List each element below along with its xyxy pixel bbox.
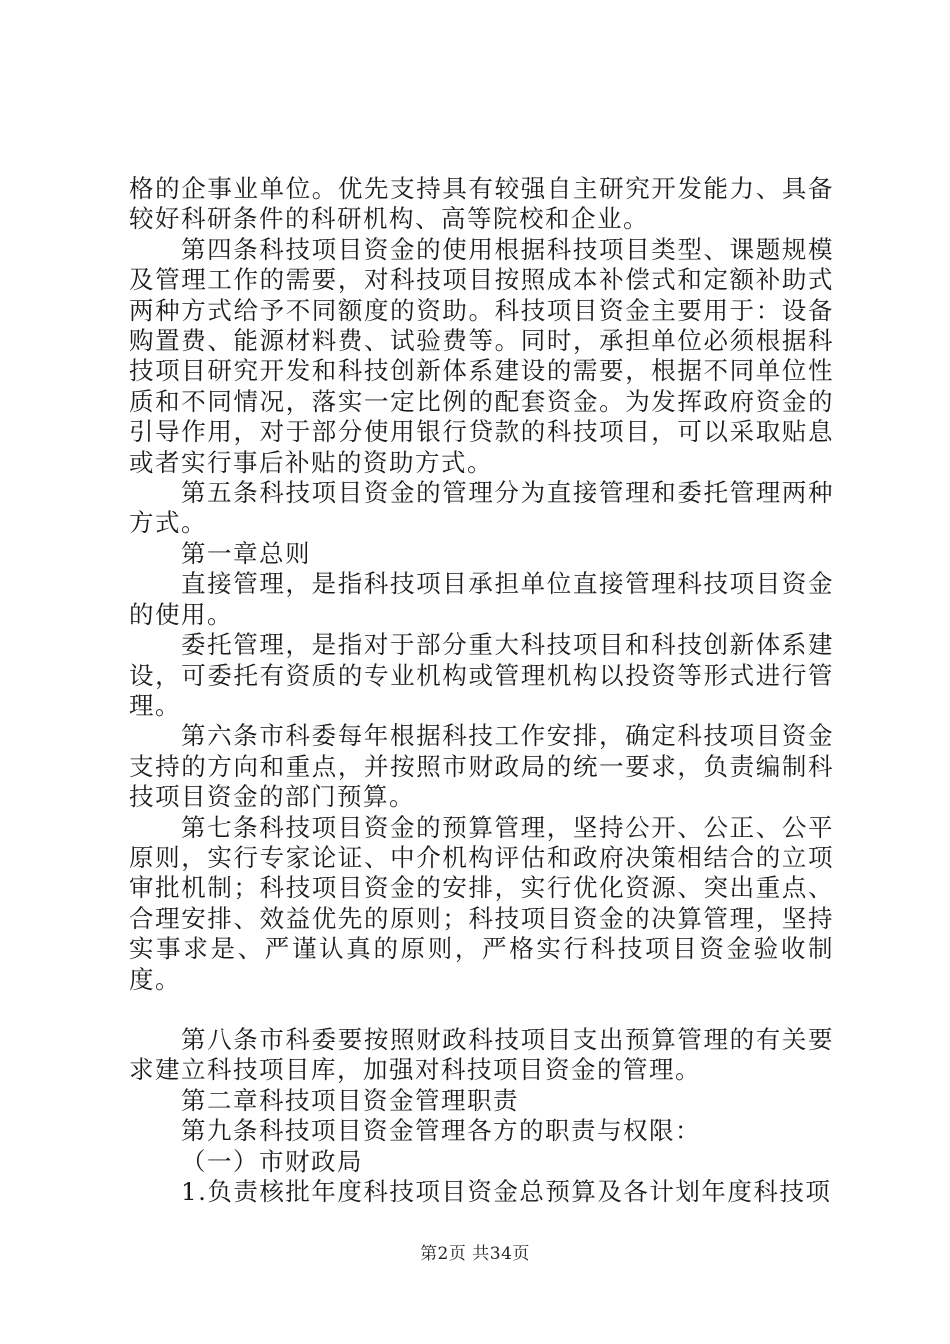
paragraph: 格的企事业单位。优先支持具有较强自主研究开发能力、具备较好科研条件的科研机构、高等院校和企业。 xyxy=(129,174,834,234)
paragraph-article-6: 第六条市科委每年根据科技工作安排，确定科技项目资金支持的方向和重点，并按照市财政局的统一要求，负责编制科技项目资金的部门预算。 xyxy=(129,721,834,812)
chapter-heading-1: 第一章总则 xyxy=(181,538,311,568)
chapter-heading-2: 第二章科技项目资金管理职责 xyxy=(181,1085,519,1115)
paragraph-article-8: 第八条市科委要按照财政科技项目支出预算管理的有关要求建立科技项目库，加强对科技项目资金的管理。 xyxy=(129,1024,834,1085)
sub-heading-finance-bureau: （一）市财政局 xyxy=(181,1146,363,1176)
paragraph-article-4: 第四条科技项目资金的使用根据科技项目类型、课题规模及管理工作的需要，对科技项目按照成本补偿式和定额补助式两种方式给予不同额度的资助。科技项目资金主要用于：设备购置费、能源材料费、试验费等。同时，承担单位必须根据科技项目研究开发和科技创新体系建设的需要，根据不同单位性质和不同情况，落实一定比例的配套资金。为发挥政府资金的引导作用，对于部分使用银行贷款的科技项目，可以采取贴息或者实行事后补贴的资助方式。 xyxy=(129,234,834,477)
paragraph-article-7: 第七条科技项目资金的预算管理，坚持公开、公正、公平原则，实行专家论证、中介机构评估和政府决策相结合的立项审批机制；科技项目资金的安排，实行优化资源、突出重点、合理安排、效益优先的原则；科技项目资金的决算管理，坚持实事求是、严谨认真的原则，严格实行科技项目资金验收制度。 xyxy=(129,812,834,994)
paragraph-article-9: 第九条科技项目资金管理各方的职责与权限： xyxy=(181,1116,701,1146)
paragraph-article-5: 第五条科技项目资金的管理分为直接管理和委托管理两种方式。 xyxy=(129,478,834,538)
paragraph-spacer xyxy=(129,995,834,1025)
page-number-footer: 第2页 共34页 xyxy=(420,1244,530,1264)
paragraph-direct-management: 直接管理，是指科技项目承担单位直接管理科技项目资金的使用。 xyxy=(129,569,834,629)
list-item-1: 1.负责核批年度科技项目资金总预算及各计划年度科技项 xyxy=(181,1177,832,1206)
paragraph-entrusted-management: 委托管理，是指对于部分重大科技项目和科技创新体系建设，可委托有资质的专业机构或管理机构以投资等形式进行管理。 xyxy=(129,630,834,720)
document-body xyxy=(129,174,834,1207)
